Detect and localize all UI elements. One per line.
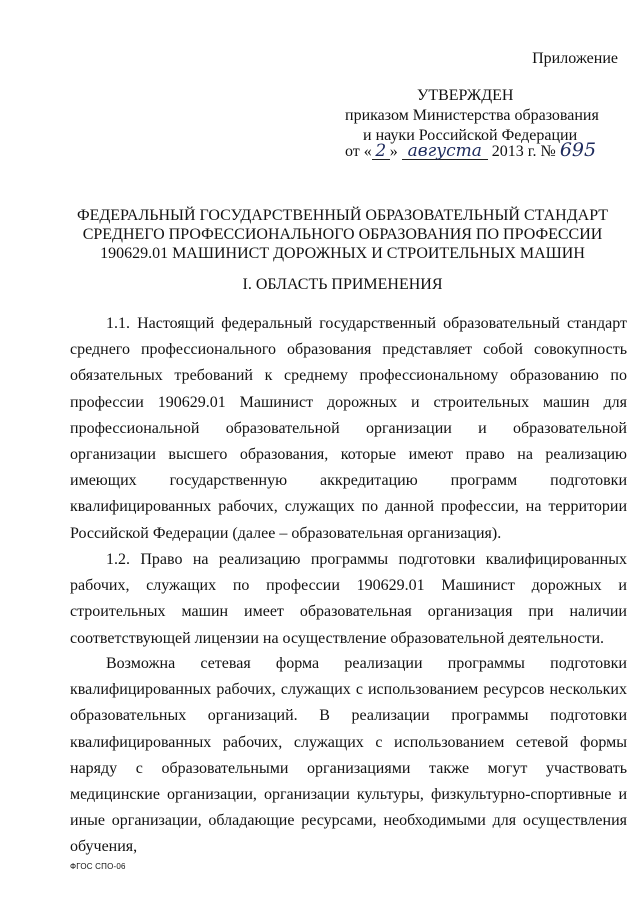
title-line-2: СРЕДНЕГО ПРОФЕССИОНАЛЬНОГО ОБРАЗОВАНИЯ ПО ПРОФЕССИИ [82,226,603,243]
approved-label: УТВЕРЖДЕН [417,87,514,104]
title-line-1: ФЕДЕРАЛЬНЫЙ ГОСУДАРСТВЕННЫЙ ОБРАЗОВАТЕЛЬНЫЙ СТАНДАРТ [76,207,609,224]
approval-block [345,86,625,146]
document-title [60,206,625,263]
paragraph-1-2 [70,547,627,652]
date-year: 2013 г. № [491,143,556,160]
date-month: августа [402,143,488,160]
date-prefix: от « [345,143,372,160]
order-date-line [345,139,596,161]
paragraph-text: 1.2. Право на реализацию программы подготовки квалифицированных рабочих, служащих по профессии 190629.01 Машинист дорожных и строительных машин имеет образовательная организация при наличии соответствующей лицензии на осуществление образовательной деятельности. [70,551,627,647]
paragraph-1-1 [70,311,627,547]
appendix-label: Приложение [532,50,618,67]
order-number: 695 [559,139,597,161]
date-mid: » [389,143,398,160]
title-line-3: 190629.01 МАШИНИСТ ДОРОЖНЫХ И СТРОИТЕЛЬНЫХ МАШИН [100,245,585,262]
paragraph-network-form [70,651,627,861]
footer-code: ФГОС СПО-06 [70,862,126,871]
order-line-2: и науки Российской Федерации [363,127,578,144]
date-day: 2 [372,143,390,160]
paragraph-text: 1.1. Настоящий федеральный государственный образовательный стандарт среднего профессионального образования представляет собой совокупность обязательных требований к среднему профессиональному образованию по профессии 190629.01 Машинист дорожных и строительных машин для профессиональной образовательной организации и образовательной организации высшего образования, которые имеют право на реализацию имеющих государственную аккредитацию программ подготовки квалифицированных рабочих, служащих по данной профессии, на территории Российской Федерации (далее – образовательная организация). [70,315,627,542]
order-line-1: приказом Министерства образования [345,107,599,124]
paragraph-text: Возможна сетевая форма реализации программы подготовки квалифицированных рабочих, служащих с использованием ресурсов нескольких образовательных организаций. В реализации программы подготовки квалифицированных рабочих, служащих с использованием сетевой формы наряду с образовательными организациями также могут участвовать медицинские организации, организации культуры, физкультурно-спортивные и иные организации, обладающие ресурсами, необходимыми для осуществления обучения, [70,655,627,856]
section-heading: I. ОБЛАСТЬ ПРИМЕНЕНИЯ [242,276,443,293]
